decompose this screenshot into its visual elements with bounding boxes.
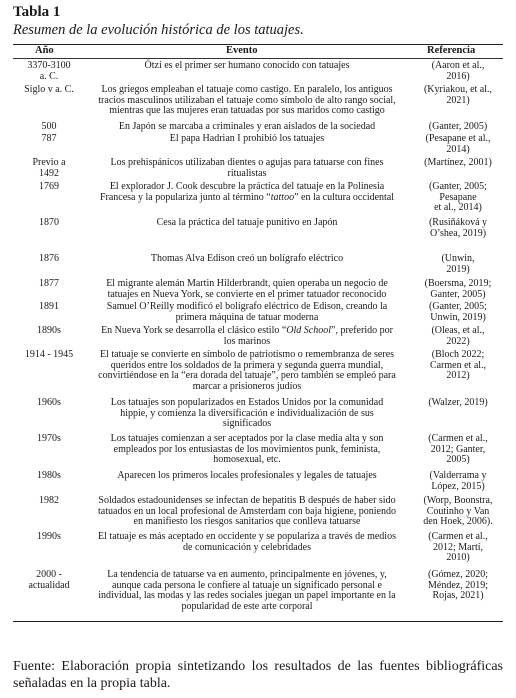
cell-year — [13, 471, 85, 482]
cell-reference — [413, 471, 503, 492]
cell-event — [87, 302, 407, 323]
cell-line: 1877 — [39, 278, 59, 289]
cell-line: (Oleas, et al., — [431, 325, 485, 336]
cell-year — [13, 496, 85, 507]
cell-year — [13, 61, 85, 82]
cell-line: Los griegos empleaban el tatuaje como castigo. En paralelo, los antiguos — [101, 84, 393, 95]
cell-line: Carmen et al., — [429, 359, 487, 371]
cell-line: (Rusiňáková y — [428, 217, 488, 228]
cell-event — [87, 532, 407, 553]
cell-event — [87, 398, 407, 430]
cell-reference — [413, 532, 503, 564]
cell-line: El tatuaje se convierte en símbolo de patriotismo o remembranza de seres — [99, 349, 395, 360]
cell-line: (Ganter, 2005; — [429, 181, 487, 192]
cell-line: homosexual, etc. — [213, 454, 281, 466]
cell-line: 1914 - 1945 — [24, 349, 74, 360]
cell-line: significados — [222, 418, 272, 430]
cell-line: 1769 — [39, 181, 59, 192]
cell-line: 2021) — [446, 94, 470, 106]
cell-year — [13, 254, 85, 265]
cell-line: 1982 — [39, 495, 59, 506]
cell-line: Los tatuajes son popularizados en Estados Unidos por la comunidad — [110, 397, 384, 408]
cell-line: 1990s — [37, 531, 61, 542]
cell-line: (Worp, Boonstra, — [423, 495, 493, 506]
cell-line: Rojas, 2021) — [432, 590, 484, 602]
cell-line: Méndez, 2019; — [428, 579, 488, 591]
cell-year — [13, 85, 85, 96]
cell-year — [13, 279, 85, 290]
cell-line: 2005) — [446, 454, 470, 466]
cell-line: Los tatuajes comienzan a ser aceptados por la clase media alta y son — [110, 433, 384, 444]
cell-line: O’shea, 2019) — [429, 227, 487, 239]
cell-line: convirtiéndose en la “era dorada del tatuaje”, pero también se empleó para — [98, 370, 396, 382]
header-reference: Referencia — [427, 45, 476, 56]
header-event: Evento — [226, 45, 258, 56]
cell-line: El explorador J. Cook descubre la práctica del tatuaje en la Polinesia — [109, 181, 385, 192]
cell-year — [13, 532, 85, 543]
cell-reference — [413, 570, 503, 602]
cell-reference — [413, 496, 503, 528]
cell-line: Aparecen los primeros locales profesionales y legales de tatuajes — [117, 470, 377, 481]
table-title: Resumen de la evolución histórica de los tatuajes. — [13, 22, 304, 38]
cell-reference — [413, 182, 503, 214]
cell-line: hippie, y comienza la diversificación e individualización de sus — [120, 407, 374, 419]
cell-line: los marinos — [223, 335, 271, 347]
header-rule — [13, 58, 503, 59]
cell-line: aunque cada persona le confiere al tatuaje un significado personal e — [112, 579, 382, 591]
cell-line: 2014) — [446, 143, 470, 155]
cell-line: en manifiesto los riesgos sanitarios que conlleva tatuarse — [133, 516, 361, 528]
cell-line: Siglo v a. C. — [24, 84, 74, 95]
cell-line: 2016) — [446, 70, 470, 82]
cell-line: 2000 - — [36, 569, 62, 580]
cell-line: marcar a prisioneros judíos — [192, 380, 302, 392]
cell-reference — [413, 158, 503, 169]
cell-line: popularidad de este arte corporal — [181, 600, 313, 612]
cell-line: et al., 2014) — [434, 202, 482, 214]
cell-line: (Pesapane et al., — [425, 133, 491, 144]
cell-line: 1890s — [37, 325, 61, 336]
cell-year — [13, 218, 85, 229]
cell-year — [13, 570, 85, 591]
cell-reference — [413, 326, 503, 347]
cell-line: tatuados en un local profesional de Amsterdam con baja higiene, poniendo — [98, 505, 396, 517]
cell-line: 1870 — [39, 217, 59, 228]
cell-year — [13, 326, 85, 337]
cell-reference — [413, 279, 503, 300]
cell-line: Los prehispánicos utilizaban dientes o agujas para tatuarse con fines — [110, 157, 384, 168]
cell-line: (Gómez, 2020; — [428, 569, 488, 580]
cell-line: 500 — [41, 121, 57, 132]
cell-event — [87, 434, 407, 466]
cell-line: (Unwin, — [441, 253, 475, 264]
cell-line: (Ganter, 2005; — [429, 301, 487, 312]
cell-event — [87, 218, 407, 229]
cell-line: 1876 — [39, 253, 59, 264]
cell-line: Previo a — [32, 157, 66, 168]
cell-line: En Japón se marcaba a criminales y eran aislados de la sociedad — [118, 121, 376, 132]
cell-year — [13, 398, 85, 409]
bottom-rule — [13, 621, 503, 622]
cell-line: El papa Hadrian I prohibió los tatuajes — [169, 133, 325, 144]
cell-line: queridos entre los soldados de la primera y segunda guerra mundial, — [110, 359, 384, 371]
cell-line: (Aaron et al., — [431, 60, 485, 71]
cell-line: La tendencia de tatuarse va en aumento, principalmente en jóvenes, y, — [107, 569, 387, 580]
cell-line: El migrante alemán Martin Hilderbrandt, quien operaba un negocio de — [106, 278, 388, 289]
cell-line: 787 — [41, 133, 57, 144]
cell-line: primera máquina de tatuar moderna — [175, 311, 319, 323]
cell-reference — [413, 398, 503, 409]
cell-reference — [413, 122, 503, 133]
cell-line: Cesa la práctica del tatuaje punitivo en Japón — [156, 217, 338, 228]
cell-year — [13, 350, 85, 361]
cell-line: empleados por los entusiastas de los movimientos punk, feminista, — [113, 443, 381, 455]
cell-line: Pesapane — [439, 191, 477, 203]
cell-year — [13, 134, 85, 145]
cell-line: Soldados estadounidenses se infectan de hepatitis B después de haber sido — [98, 495, 396, 506]
cell-line: (Carmen et al., — [428, 531, 488, 542]
cell-line: mientras que las mujeres eran tatuadas por sus maridos como castigo — [109, 105, 385, 117]
cell-year — [13, 158, 85, 179]
cell-event — [87, 471, 407, 482]
cell-reference — [413, 85, 503, 106]
cell-line: 2019) — [446, 263, 470, 275]
cell-line: individual, las modas y las redes sociales juegan un papel importante en la — [98, 590, 396, 602]
cell-event — [87, 122, 407, 133]
header-year: Año — [35, 45, 54, 56]
cell-event — [87, 254, 407, 265]
cell-line: Francesa y la populariza junto al término “tattoo” en la cultura occidental — [99, 191, 395, 203]
cell-line: Samuel O’Reilly modificó el bolígrafo eléctrico de Edison, creando la — [106, 301, 388, 312]
cell-line: 1891 — [39, 301, 59, 312]
cell-line: Coutinho y Van — [426, 505, 490, 517]
cell-reference — [413, 134, 503, 155]
table-footnote: Fuente: Elaboración propia sintetizando los resultados de las fuentes bibliográficas señaladas en la propia tabla. — [13, 659, 503, 691]
cell-line: (Walzer, 2019) — [428, 397, 488, 408]
cell-year — [13, 122, 85, 133]
cell-line: 1960s — [37, 397, 61, 408]
cell-event — [87, 279, 407, 300]
cell-line: El tatuaje es más aceptado en occidente y se populariza a través de medios — [98, 531, 396, 542]
cell-event — [87, 570, 407, 612]
cell-line: (Bloch 2022; — [431, 349, 485, 360]
cell-line: 2010) — [446, 552, 470, 564]
cell-line: 2022) — [446, 335, 470, 347]
cell-line: Ötzi es el primer ser humano conocido con tatuajes — [144, 60, 350, 71]
cell-event — [87, 350, 407, 392]
cell-line: 1492 — [39, 167, 59, 179]
cell-event — [87, 496, 407, 528]
cell-reference — [413, 434, 503, 466]
cell-line: tatuajes en Nueva York, se convierte en el primer tatuador reconocido — [107, 288, 387, 300]
cell-line: (Ganter, 2005) — [428, 121, 488, 132]
cell-line: En Nueva York se desarrolla el clásico estilo “Old School”, preferido por — [101, 325, 393, 336]
cell-line: a. C. — [39, 70, 59, 82]
cell-line: 1980s — [37, 470, 61, 481]
cell-line: ritualistas — [227, 167, 267, 179]
cell-line: (Kyriakou, et al., — [423, 84, 493, 95]
cell-reference — [413, 350, 503, 382]
cell-line: (Valderrama y — [429, 470, 487, 481]
cell-line: Unwin, 2019) — [430, 311, 486, 323]
cell-line: 2012; Ganter, — [430, 443, 486, 455]
cell-line: (Martínez, 2001) — [424, 157, 492, 168]
table-number: Tabla 1 — [13, 4, 61, 20]
cell-line: de comunicación y celebridades — [183, 541, 311, 553]
cell-reference — [413, 218, 503, 239]
cell-reference — [413, 254, 503, 275]
cell-line: 3370-3100 — [27, 60, 71, 71]
cell-line: 1970s — [37, 433, 61, 444]
cell-line: tracios masculinos utilizaban el tatuaje como símbolo de alto rango social, — [98, 94, 396, 106]
cell-line: den Hoek, 2006). — [423, 516, 493, 528]
cell-line: 2012) — [446, 370, 470, 382]
cell-event — [87, 134, 407, 145]
cell-reference — [413, 61, 503, 82]
cell-line: (Carmen et al., — [428, 433, 488, 444]
cell-reference — [413, 302, 503, 323]
cell-line: actualidad — [28, 579, 70, 591]
cell-event — [87, 326, 407, 347]
cell-event — [87, 61, 407, 72]
cell-event — [87, 182, 407, 203]
cell-event — [87, 85, 407, 117]
cell-line: López, 2015) — [431, 480, 485, 492]
cell-year — [13, 182, 85, 193]
cell-event — [87, 158, 407, 179]
cell-line: 2012; Martí, — [433, 541, 483, 553]
cell-line: (Boersma, 2019; — [424, 278, 492, 289]
cell-line: Ganter, 2005) — [430, 288, 486, 300]
cell-year — [13, 302, 85, 313]
cell-line: Thomas Alva Edison creó un bolígrafo eléctrico — [150, 253, 344, 264]
cell-year — [13, 434, 85, 445]
